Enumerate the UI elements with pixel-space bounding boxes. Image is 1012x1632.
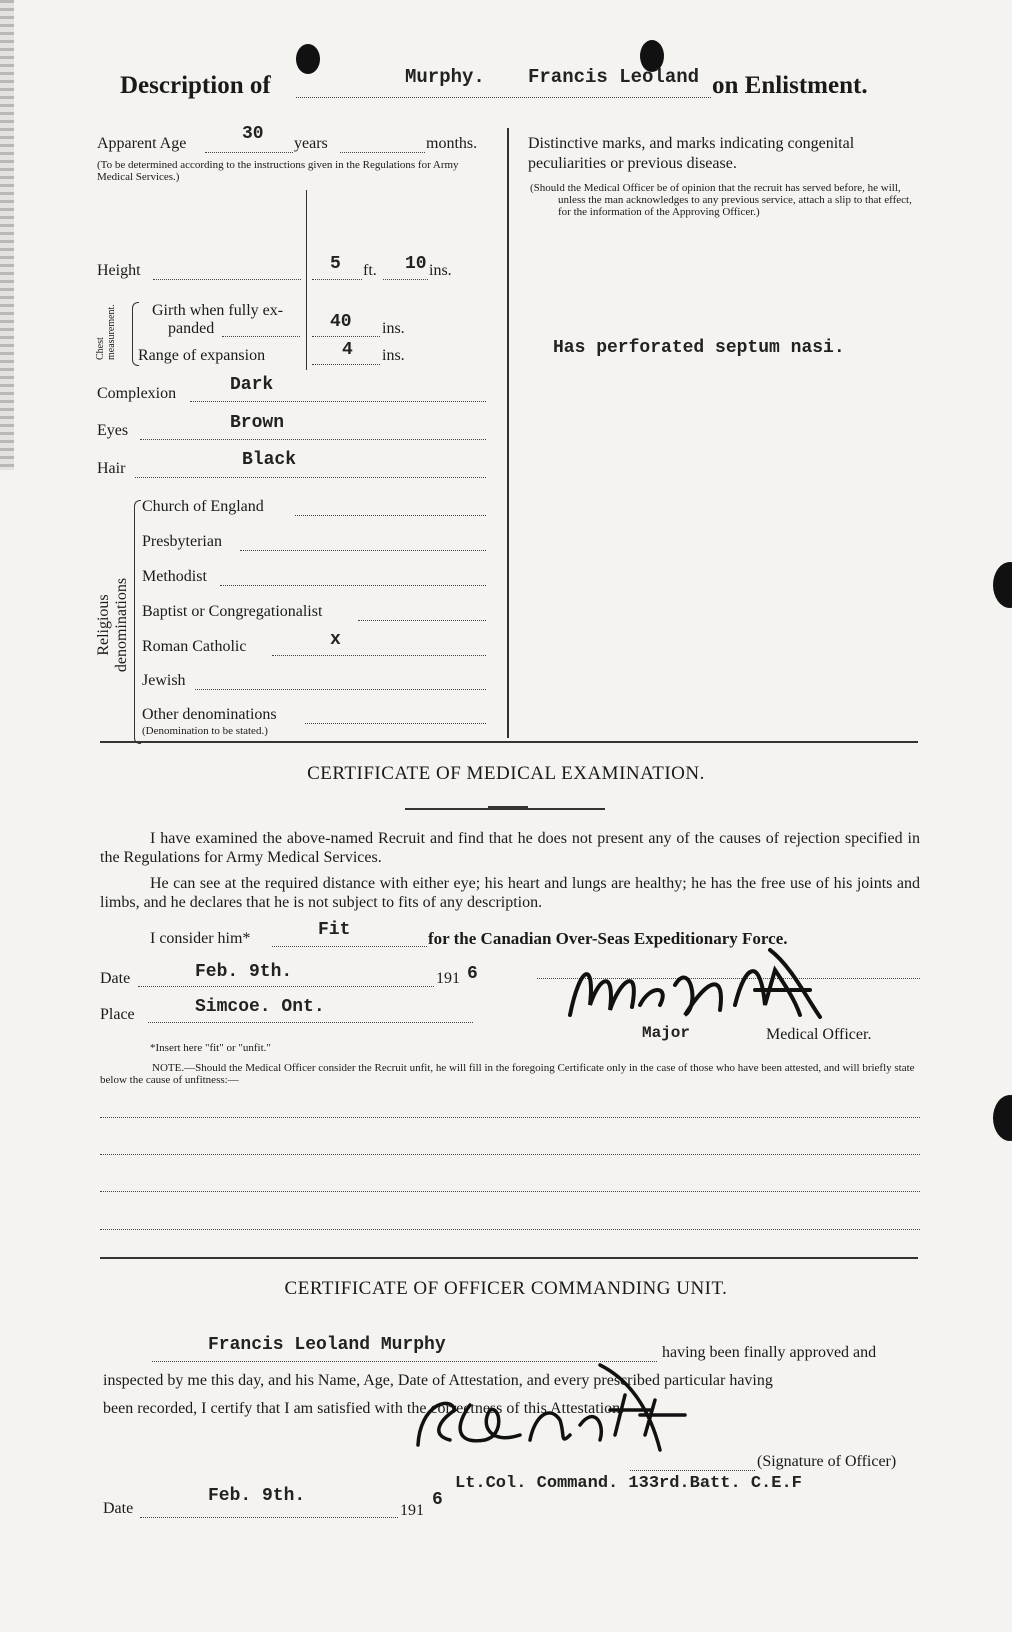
commanding-certificate-title: CERTIFICATE OF OFFICER COMMANDING UNIT. (284, 1278, 728, 1299)
commanding-year-digit: 6 (432, 1490, 443, 1510)
height-in-value: 10 (405, 254, 427, 274)
place-label: Place (100, 1006, 135, 1023)
range-ins-label: ins. (382, 347, 405, 364)
complexion-value: Dark (230, 375, 274, 395)
denomination-note: (Denomination to be stated.) (142, 725, 268, 737)
medical-para-1: I have examined the above-named Recruit and find that he does not present any of the causes of rejection specified in the Regulations for Army Medical Services. (100, 830, 920, 866)
commanding-date-label: Date (103, 1500, 134, 1517)
commanding-officer-signature (410, 1365, 730, 1455)
header-description-of: Description of (120, 72, 271, 99)
rank-value: Major (642, 1024, 691, 1042)
unfit-note: NOTE.—Should the Medical Officer consider the Recruit unfit, he will fill in the foregoing Certificate only in the case of those who have been attested, and will briefly state below the cause of unfitness:— (100, 1062, 915, 1086)
inspected-text: inspected by me this day, and his Name, Age, Date of Attestation, and every prescribed particular having (103, 1372, 773, 1389)
ink-blot (296, 44, 320, 74)
officer-title-value: Lt.Col. Command. 133rd.Batt. C.E.F (455, 1474, 802, 1493)
height-ft-value: 5 (330, 254, 341, 274)
hair-value: Black (242, 450, 297, 470)
commanding-year-prefix: 191 (400, 1502, 424, 1519)
header-surname: Murphy. (405, 66, 485, 88)
girth-value: 40 (330, 312, 352, 332)
denomination-other: Other denominations (142, 706, 277, 723)
medical-officer-label: Medical Officer. (766, 1026, 872, 1043)
medical-year-digit: 6 (467, 964, 478, 984)
header-given-names: Francis Leoland (528, 66, 700, 88)
apparent-age-value: 30 (242, 124, 264, 144)
commanding-date-value: Feb. 9th. (208, 1486, 306, 1506)
complexion-label: Complexion (97, 385, 177, 402)
roman-catholic-mark: x (330, 630, 341, 650)
girth-ins-label: ins. (382, 320, 405, 337)
ins-label: ins. (429, 262, 452, 279)
denomination-jewish: Jewish (142, 672, 186, 689)
punch-hole (993, 1095, 1012, 1141)
header-on-enlistment: on Enlistment. (712, 72, 868, 99)
medical-para-2: He can see at the required distance with either eye; his heart and lungs are healthy; he has the free use of his joints and limbs, and he declares that he is not subject to fits of any description. (100, 875, 920, 911)
chest-label: Chest measurement. (95, 304, 117, 360)
ft-label: ft. (363, 262, 377, 279)
eyes-label: Eyes (97, 422, 129, 439)
marks-note: (Should the Medical Officer be of opinion that the recruit has served before, he will, unless the man acknowledges to any previous service, attach a slip to that effect, for the information of the Approving Officer.) (530, 182, 912, 218)
scan-edge (0, 0, 14, 470)
recruit-name-value: Francis Leoland Murphy (208, 1335, 446, 1355)
eyes-value: Brown (230, 413, 285, 433)
consider-value: Fit (318, 920, 351, 940)
medical-certificate-title: CERTIFICATE OF MEDICAL EXAMINATION. (307, 763, 705, 784)
medical-date-label: Date (100, 970, 131, 987)
medical-officer-signature (560, 945, 870, 1025)
marks-value: Has perforated septum nasi. (553, 338, 845, 358)
apparent-age-label: Apparent Age (97, 135, 187, 152)
range-value: 4 (342, 340, 353, 360)
hair-label: Hair (97, 460, 126, 477)
years-label: years (294, 135, 328, 152)
approved-text: having been finally approved and (662, 1344, 877, 1361)
girth-label-1: Girth when fully ex- (152, 302, 284, 319)
title-underline-center (488, 806, 528, 810)
denomination-presbyterian: Presbyterian (142, 533, 222, 550)
age-note: (To be determined according to the instructions given in the Regulations for Army Medical Services.) (97, 159, 459, 183)
section-separator (100, 741, 918, 743)
height-label: Height (97, 262, 141, 279)
signature-of-officer-label: (Signature of Officer) (757, 1453, 897, 1470)
consider-label: I consider him* (150, 930, 251, 947)
denomination-baptist: Baptist or Congregationalist (142, 603, 323, 620)
denominations-brace (134, 500, 141, 744)
girth-label-2: panded (168, 320, 215, 337)
denomination-methodist: Methodist (142, 568, 207, 585)
place-value: Simcoe. Ont. (195, 997, 325, 1017)
religious-denominations-label: Religious denominations (95, 577, 130, 673)
insert-note: *Insert here "fit" or "unfit." (150, 1042, 271, 1054)
range-label: Range of expansion (138, 347, 266, 364)
column-divider (507, 128, 509, 738)
denomination-roman-catholic: Roman Catholic (142, 638, 247, 655)
medical-date-value: Feb. 9th. (195, 962, 293, 982)
months-label: months. (426, 135, 478, 152)
inner-divider (306, 190, 307, 370)
medical-year-prefix: 191 (436, 970, 460, 987)
recorded-text: been recorded, I certify that I am satisfied with the correctness of this Attestation. (103, 1400, 625, 1417)
denomination-church-of-england: Church of England (142, 498, 264, 515)
punch-hole (993, 562, 1012, 608)
for-force-label: for the Canadian Over-Seas Expeditionary Force. (428, 929, 788, 948)
section-separator-2 (100, 1257, 918, 1259)
marks-heading: Distinctive marks, and marks indicating congenital peculiarities or previous disease. (528, 135, 855, 172)
